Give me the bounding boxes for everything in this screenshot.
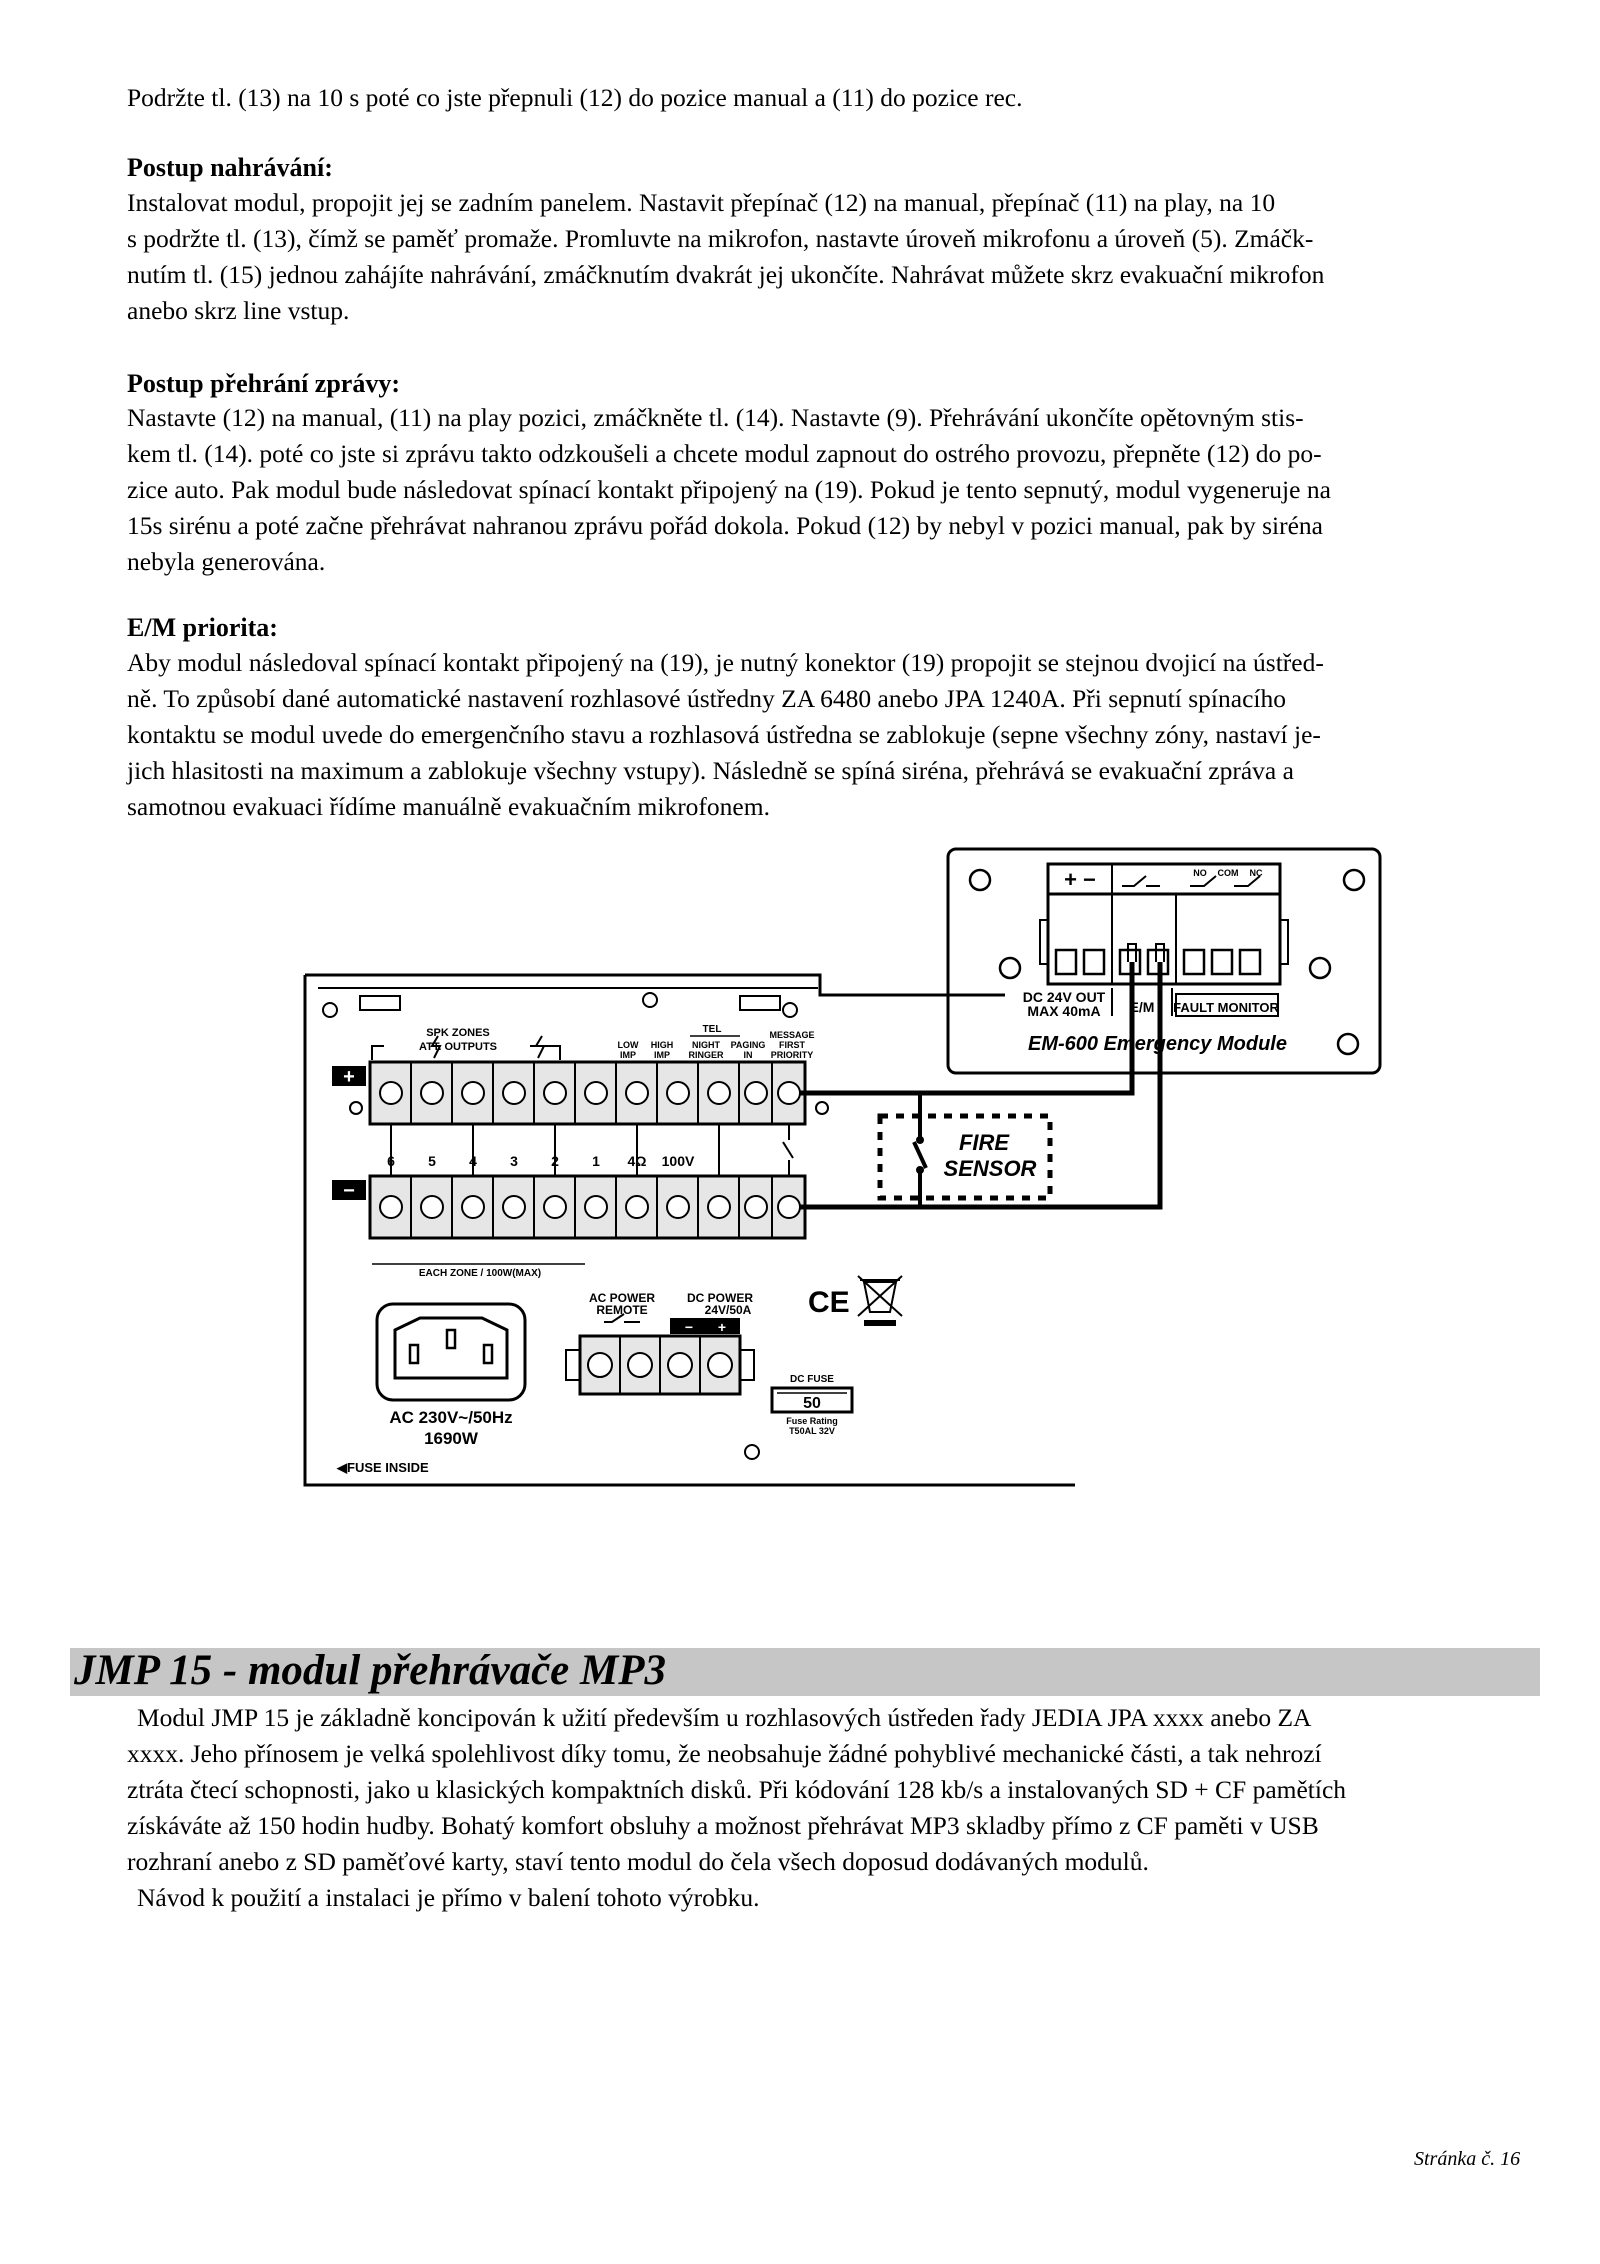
minus-badge: −: [343, 1180, 355, 1202]
fire-sensor-label-1: FIRE: [958, 1130, 1010, 1155]
em-label: E/M: [1129, 999, 1155, 1015]
em-line-2: ně. To způsobí dané automatické nastavení rozhlasové ústředny ZA 6480 anebo JPA 1240A. Při sepnutí spínacího: [127, 684, 1286, 713]
paging-in-label-2: IN: [743, 1050, 753, 1060]
em-line-5: samotnou evakuaci řídíme manuálně evakuačním mikrofonem.: [127, 792, 770, 821]
em-line-4: jich hlasitosti na maximum a zablokuje všechny vstupy). Následně se spíná siréna, přehrává se evakuační zpráva a: [127, 756, 1294, 785]
heading-recording: Postup nahrávání:: [127, 153, 333, 182]
jmp15-last-line: Návod k použití a instalaci je přímo v balení tohoto výrobku.: [137, 1883, 760, 1912]
recording-line-1: Instalovat modul, propojit jej se zadním panelem. Nastavit přepínač (12) na manual, přepínač (11) na play, na 10: [127, 188, 1276, 217]
jmp15-line-3: ztráta čtecí schopnosti, jako u klasických kompaktních disků. Při kódování 128 kb/s a instalovaných SD + CF pamětích: [127, 1775, 1347, 1804]
relay-com-label: COM: [1217, 868, 1239, 878]
playback-line-3: zice auto. Pak modul bude následovat spínací kontakt připojený na (19). Pokud je tento sepnutý, modul vygeneruje na: [127, 475, 1331, 504]
dc-polarity-plus: +: [717, 1319, 727, 1335]
module-title: EM-600 Emergency Module: [1028, 1033, 1287, 1055]
dc-fuse-value: 50: [803, 1395, 821, 1412]
amplifier-rear-panel: [305, 975, 1075, 1485]
dc-power-label-2: 24V/50A: [704, 1303, 752, 1317]
fuse-inside-label: ◀FUSE INSIDE: [337, 1460, 429, 1475]
ac-power-remote-label-1: AC POWER: [589, 1291, 655, 1305]
plus-badge: +: [343, 1066, 355, 1088]
dc-out-label-1: DC 24V OUT: [1022, 989, 1106, 1005]
ce-mark: CE: [808, 1286, 850, 1319]
dc-power-label-1: DC POWER: [687, 1291, 753, 1305]
each-zone-label: EACH ZONE / 100W(MAX): [418, 1268, 542, 1279]
low-imp-label-1: LOW: [617, 1040, 639, 1050]
att-outputs-label: ATT. OUTPUTS: [418, 1041, 498, 1053]
playback-line-4: 15s sirénu a poté začne přehrávat nahranou zprávu pořád dokola. Pokud (12) by nebyl v pozici manual, pak by siréna: [127, 511, 1323, 540]
playback-line-2: kem tl. (14). poté co jste si zprávu takto odzkoušeli a chcete modul zapnout do ostrého provozu, přepněte (12) do po-: [127, 439, 1322, 468]
heading-em-priority: E/M priorita:: [127, 613, 278, 642]
fire-sensor-label-2: SENSOR: [943, 1156, 1037, 1181]
zone-number-2: 2: [551, 1153, 559, 1169]
weee-bin-icon: [858, 1276, 902, 1326]
tel-label: TEL: [702, 1024, 722, 1035]
recording-line-3: nutím tl. (15) jednou zahájíte nahrávání, zmáčknutím dvakrát jej ukončíte. Nahrávat můžete skrz evakuační mikrofon: [127, 260, 1325, 289]
relay-nc-label: NC: [1249, 868, 1263, 878]
jmp15-line-5: rozhraní anebo z SD paměťové karty, staví tento modul do čela všech doposud dodávaných modulů.: [127, 1847, 1149, 1876]
em-line-1: Aby modul následoval spínací kontakt připojený na (19), je nutný konektor (19) propojit se stejnou dvojicí na ústřed-: [127, 648, 1324, 677]
fire-sensor: [880, 1116, 1050, 1198]
power-terminal-block: [566, 1336, 754, 1394]
ac-inlet: [377, 1304, 525, 1400]
dc-polarity-minus: −: [684, 1319, 694, 1335]
zone-number-6: 6: [387, 1153, 395, 1169]
message-priority-label-2: FIRST: [779, 1040, 805, 1050]
heading-playback: Postup přehrání zprávy:: [127, 369, 400, 398]
dc-out-label-2: MAX 40mA: [1027, 1003, 1101, 1019]
ac-main-label: AC 230V~/50Hz: [389, 1408, 513, 1427]
jmp15-line-1: Modul JMP 15 je základně koncipován k užití především u rozhlasových ústředen řady JEDIA JPA xxxx anebo ZA: [137, 1703, 1312, 1732]
spk-zones-label: SPK ZONES: [426, 1027, 490, 1039]
module-plus-minus: + −: [1064, 867, 1096, 892]
relay-no-label: NO: [1193, 868, 1207, 878]
high-imp-label-2: IMP: [653, 1050, 671, 1060]
playback-line-5: nebyla generována.: [127, 547, 326, 576]
zone-number-5: 5: [428, 1153, 436, 1169]
intro-paragraph: Podržte tl. (13) na 10 s poté co jste přepnuli (12) do pozice manual a (11) do pozice rec.: [127, 83, 1023, 112]
ac-power-remote-label-2: REMOTE: [596, 1303, 648, 1317]
page-number: Stránka č. 16: [1414, 2148, 1521, 2170]
message-priority-label-1: MESSAGE: [769, 1030, 815, 1040]
night-ringer-label-1: NIGHT: [692, 1040, 720, 1050]
fuse-rating-label-2: T50AL 32V: [789, 1426, 835, 1436]
jmp15-line-2: xxxx. Jeho přínosem je velká spolehlivost díky tomu, že neobsahuje žádné pohyblivé mechanické části, a tak nehrozí: [127, 1739, 1322, 1768]
paging-in-label-1: PAGING: [730, 1040, 766, 1050]
night-ringer-label-2: RINGER: [688, 1050, 724, 1060]
lightning-icon-right: [536, 1036, 544, 1058]
zone-number-1: 1: [592, 1153, 600, 1169]
recording-line-2: s podržte tl. (13), čímž se paměť promaže. Promluvte na mikrofon, nastavte úroveň mikrofonu a úroveň (5). Zmáčk-: [127, 224, 1314, 253]
ohm-label: 4Ω: [627, 1153, 647, 1169]
low-imp-label-2: IMP: [619, 1050, 637, 1060]
fault-monitor-label: FAULT MONITOR: [1173, 1000, 1279, 1015]
fuse-rating-label-1: Fuse Rating: [786, 1416, 838, 1426]
high-imp-label-1: HIGH: [650, 1040, 674, 1050]
watt-label: 1690W: [424, 1429, 478, 1448]
lightning-icon-left: [432, 1036, 440, 1058]
jmp15-title: JMP 15 - modul přehrávače MP3: [74, 1647, 667, 1694]
jmp15-line-4: získáváte až 150 hodin hudby. Bohatý komfort obsluhy a možnost přehrávat MP3 skladby přímo z CF paměti v USB: [127, 1811, 1319, 1840]
volt-label: 100V: [661, 1153, 695, 1169]
playback-line-1: Nastavte (12) na manual, (11) na play pozici, zmáčkněte tl. (14). Nastavte (9). Přehrávání ukončíte opětovným stis-: [127, 403, 1304, 432]
zone-number-3: 3: [510, 1153, 518, 1169]
em-line-3: kontaktu se modul uvede do emergenčního stavu a rozhlasová ústředna se zablokuje (sepne všechny zóny, nastaví je-: [127, 720, 1321, 749]
message-priority-label-3: PRIORITY: [770, 1050, 814, 1060]
dc-fuse-label: DC FUSE: [790, 1374, 834, 1385]
zone-number-4: 4: [469, 1153, 477, 1169]
recording-line-4: anebo skrz line vstup.: [127, 296, 350, 325]
